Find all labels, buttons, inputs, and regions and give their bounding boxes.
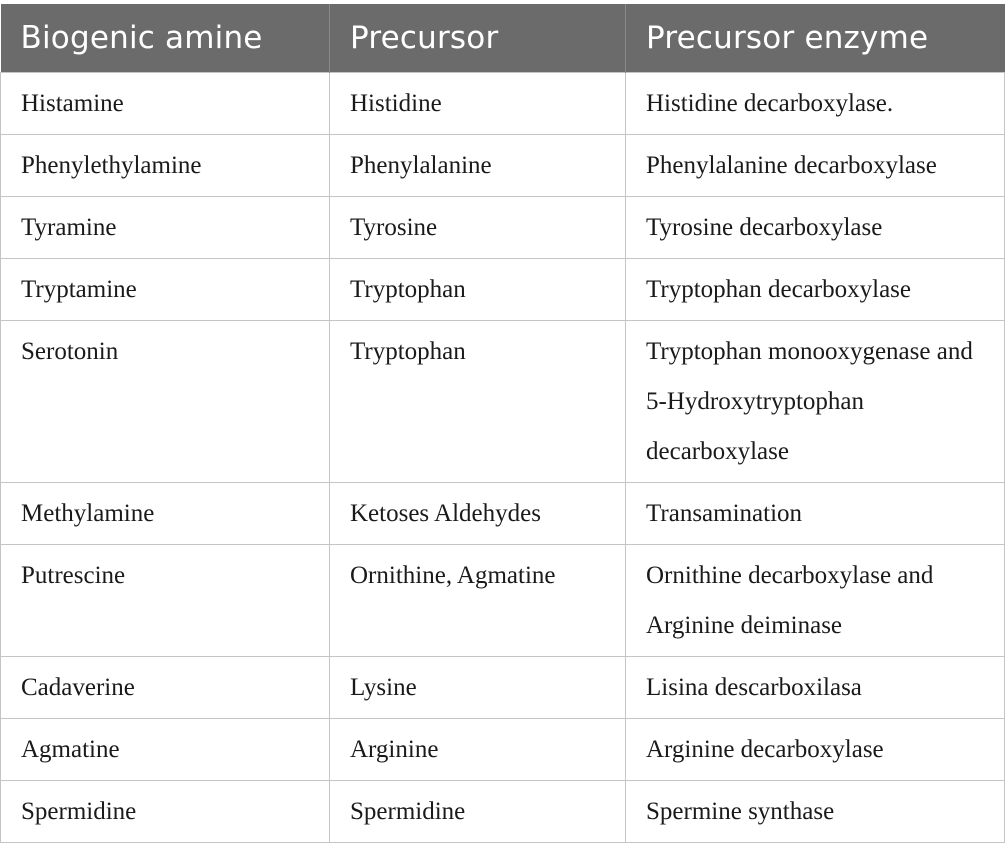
- cell-precursor: Ketoses Aldehydes: [330, 482, 626, 544]
- cell-enzyme: Tryptophan monooxygenase and 5-Hydroxytryptophan decarboxylase: [626, 320, 1005, 482]
- cell-amine: Putrescine: [1, 544, 330, 656]
- cell-enzyme: Histidine decarboxylase.: [626, 72, 1005, 134]
- cell-amine: Serotonin: [1, 320, 330, 482]
- cell-precursor: Phenylalanine: [330, 134, 626, 196]
- cell-amine: Agmatine: [1, 718, 330, 780]
- header-precursor-enzyme: Precursor enzyme: [626, 4, 1005, 72]
- table-row: [1, 656, 1005, 718]
- cell-enzyme: Phenylalanine decarboxylase: [626, 134, 1005, 196]
- cell-amine: Phenylethylamine: [1, 134, 330, 196]
- cell-enzyme: Ornithine decarboxylase and Arginine deiminase: [626, 544, 1005, 656]
- table-row: [1, 544, 1005, 656]
- cell-precursor: Lysine: [330, 656, 626, 718]
- cell-enzyme: Transamination: [626, 482, 1005, 544]
- cell-enzyme: Arginine decarboxylase: [626, 718, 1005, 780]
- table-row: [1, 780, 1005, 842]
- cell-enzyme: Lisina descarboxilasa: [626, 656, 1005, 718]
- cell-amine: Spermidine: [1, 780, 330, 842]
- cell-precursor: Ornithine, Agmatine: [330, 544, 626, 656]
- cell-amine: Tryptamine: [1, 258, 330, 320]
- table-row: [1, 134, 1005, 196]
- cell-amine: Methylamine: [1, 482, 330, 544]
- table-row: [1, 258, 1005, 320]
- biogenic-amine-table: [0, 4, 1005, 843]
- cell-amine: Tyramine: [1, 196, 330, 258]
- table-row: [1, 196, 1005, 258]
- table-row: [1, 72, 1005, 134]
- cell-precursor: Tyrosine: [330, 196, 626, 258]
- cell-precursor: Tryptophan: [330, 258, 626, 320]
- cell-precursor: Spermidine: [330, 780, 626, 842]
- cell-amine: Cadaverine: [1, 656, 330, 718]
- header-biogenic-amine: Biogenic amine: [1, 4, 330, 72]
- header-precursor: Precursor: [330, 4, 626, 72]
- table-row: [1, 718, 1005, 780]
- cell-precursor: Histidine: [330, 72, 626, 134]
- table-row: [1, 320, 1005, 482]
- cell-enzyme: Tryptophan decarboxylase: [626, 258, 1005, 320]
- table-header-row: [1, 4, 1005, 72]
- cell-enzyme: Spermine synthase: [626, 780, 1005, 842]
- cell-enzyme: Tyrosine decarboxylase: [626, 196, 1005, 258]
- table-row: [1, 482, 1005, 544]
- cell-amine: Histamine: [1, 72, 330, 134]
- cell-precursor: Tryptophan: [330, 320, 626, 482]
- cell-precursor: Arginine: [330, 718, 626, 780]
